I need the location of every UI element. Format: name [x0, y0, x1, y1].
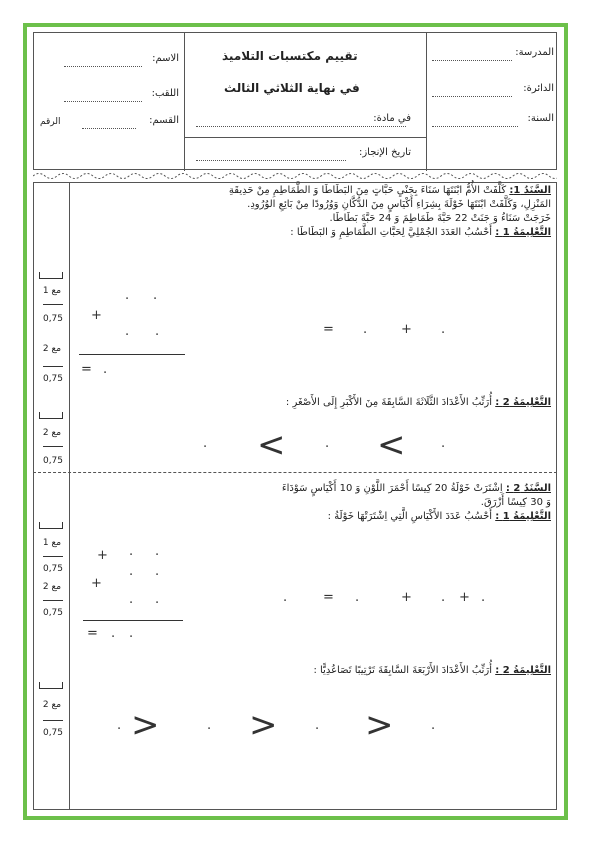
task2-text: أُرَتِّبُ الأَعْدَادَ الثَّلَاثَةَ السَّابِقَةَ مِنَ الأَكْبَرِ إِلَى الأَصْغَرِ :: [285, 397, 493, 408]
school-field[interactable]: [432, 60, 512, 61]
surname-label: اللقب:: [151, 88, 179, 99]
sum-line: [83, 620, 183, 621]
score-line: [43, 304, 63, 305]
score-value: 0,75: [42, 728, 64, 738]
criterion1-mark: مع 1: [42, 538, 62, 548]
criterion2-mark: مع 2: [42, 582, 62, 592]
support1-line1: كَلَّفَتْ الأُمُّ ابْنَتَهَا سَنَاءَ بِجَنْيِ حَبَّاتٍ مِنَ البَطَاطَا وَ الطَّمَاطِمِ مِنْ حَدِيقَةِ: [228, 185, 507, 196]
dot: .: [155, 592, 160, 607]
date-label: تاريخ الإنجاز:: [358, 147, 411, 158]
name-label: الاسم:: [152, 53, 179, 64]
class-field[interactable]: [82, 128, 136, 129]
dot: .: [325, 436, 330, 451]
dot: .: [129, 592, 134, 607]
score-line: [43, 366, 63, 367]
equals-sign: =: [87, 626, 98, 641]
mark-bracket: [39, 272, 63, 279]
plus-sign: +: [401, 322, 412, 337]
task1-text: أَحْسُبُ العَدَدَ الجُمْلِيَّ لِحَبَّاتِ الطَّمَاطِمِ وَ البَطَاطَا :: [290, 227, 493, 238]
dot: .: [153, 288, 158, 303]
dot: .: [441, 436, 446, 451]
dot: .: [155, 324, 160, 339]
greater-than-sign: >: [131, 705, 160, 745]
plus-sign: +: [97, 548, 108, 563]
support1-line3: خَرَجَتْ سَنَاءُ وَ جَنَتْ 22 حَبَّةَ طَمَاطِمَ وَ 24 حَبَّةَ بَطَاطَا.: [329, 213, 551, 224]
header-divider-left: [184, 33, 185, 171]
dot: .: [117, 718, 122, 733]
support2-line1: اِشْتَرَتْ خَوْلَةُ 20 كِيسًا أَحْمَرَ اللَّوْنِ وَ 10 أَكْيَاسٍ سَوْدَاءَ: [281, 483, 503, 494]
school-label: المدرسة:: [515, 47, 554, 58]
dot: .: [125, 324, 130, 339]
task2-label: التَّعْلِيمَةُ 2 :: [495, 665, 551, 676]
dot: .: [125, 288, 130, 303]
criterion2-mark: مع 2: [42, 428, 62, 438]
sum-line: [79, 354, 185, 355]
date-field[interactable]: [196, 160, 346, 161]
dot: .: [315, 718, 320, 733]
mark-bracket: [39, 522, 63, 529]
dot: .: [129, 626, 134, 641]
number-label: الرقم: [40, 117, 61, 127]
support1-label: السَّنَدُ 1:: [509, 185, 551, 196]
wavy-separator: [33, 170, 557, 182]
exam-subtitle: في نهاية الثلاثي الثالث: [224, 81, 360, 95]
dot: .: [111, 626, 116, 641]
score-line: [43, 446, 63, 447]
less-than-sign: <: [377, 425, 406, 465]
subject-label: في مادة:: [373, 113, 411, 124]
dot: .: [203, 436, 208, 451]
equals-sign: =: [81, 362, 92, 377]
subject-field[interactable]: [196, 126, 406, 127]
exam-title: تقييم مكتسبات التلاميذ: [222, 49, 358, 63]
dot: .: [207, 718, 212, 733]
plus-sign: +: [91, 308, 102, 323]
score-line: [43, 600, 63, 601]
task2-text: أُرَتِّبُ الأَعْدَادَ الأَرْبَعَةَ السَّابِقَةَ تَرْتِيبًا تَصَاعُدِيًّا :: [313, 665, 493, 676]
score-value: 0,75: [42, 314, 64, 324]
task1-label: التَّعْلِيمَةُ 1 :: [495, 511, 551, 522]
exam-sheet: [33, 32, 557, 810]
equals-sign: =: [323, 590, 334, 605]
support2-label: السَّنَدُ 2 :: [505, 483, 551, 494]
criterion1-mark: مع 1: [42, 286, 62, 296]
score-value: 0,75: [42, 374, 64, 384]
score-value: 0,75: [42, 608, 64, 618]
dot: .: [155, 544, 160, 559]
dot: .: [283, 590, 288, 605]
dot: .: [481, 590, 486, 605]
plus-sign: +: [401, 590, 412, 605]
plus-sign: +: [91, 576, 102, 591]
task2-block: [81, 664, 551, 678]
greater-than-sign: >: [249, 705, 278, 745]
support1-line2: المَنْزِلِ، وَكَلَّفَتْ ابْنَتَهَا خَوْلَةَ بِشِرَاءِ أَكْيَاسٍ مِنَ الدُّكَّانِ وَوُرُودًا مِنْ بَائِعِ الوُرُودِ.: [247, 199, 551, 210]
dot: .: [103, 362, 108, 377]
dot: .: [441, 590, 446, 605]
equals-sign: =: [323, 322, 334, 337]
task2-label: التَّعْلِيمَةُ 2 :: [495, 397, 551, 408]
dot: .: [155, 564, 160, 579]
mark-bracket: [39, 412, 63, 419]
mark-bracket: [39, 682, 63, 689]
score-line: [43, 720, 63, 721]
dot: .: [431, 718, 436, 733]
surname-field[interactable]: [64, 101, 142, 102]
year-field[interactable]: [432, 126, 518, 127]
class-label: القسم:: [149, 115, 179, 126]
district-label: الدائرة:: [523, 83, 554, 94]
dot: .: [441, 322, 446, 337]
greater-than-sign: >: [365, 705, 394, 745]
section-separator: [33, 472, 557, 473]
task1-label: التَّعْلِيمَةُ 1 :: [495, 227, 551, 238]
dot: .: [129, 544, 134, 559]
score-line: [43, 556, 63, 557]
score-value: 0,75: [42, 456, 64, 466]
support2-block: [81, 482, 551, 524]
criterion2-mark: مع 2: [42, 344, 62, 354]
dot: .: [129, 564, 134, 579]
score-value: 0,75: [42, 564, 64, 574]
task1-text: أَحْسُبُ عَدَدَ الأَكْيَاسِ الَّتِي اِشْتَرَتْهَا خَوْلَةُ :: [327, 511, 493, 522]
less-than-sign: <: [257, 425, 286, 465]
header-divider-right: [426, 33, 427, 171]
district-field[interactable]: [432, 96, 512, 97]
header-box: [33, 32, 557, 170]
support1-block: [81, 184, 551, 240]
subject-divider: [184, 137, 426, 138]
year-label: السنة:: [527, 113, 554, 124]
criterion2-mark: مع 2: [42, 700, 62, 710]
plus-sign: +: [459, 590, 470, 605]
support2-line2: وَ 30 كِيسًا أَزْرَقَ.: [480, 497, 551, 508]
dot: .: [363, 322, 368, 337]
name-field[interactable]: [64, 66, 142, 67]
task2-block: [81, 396, 551, 410]
dot: .: [355, 590, 360, 605]
